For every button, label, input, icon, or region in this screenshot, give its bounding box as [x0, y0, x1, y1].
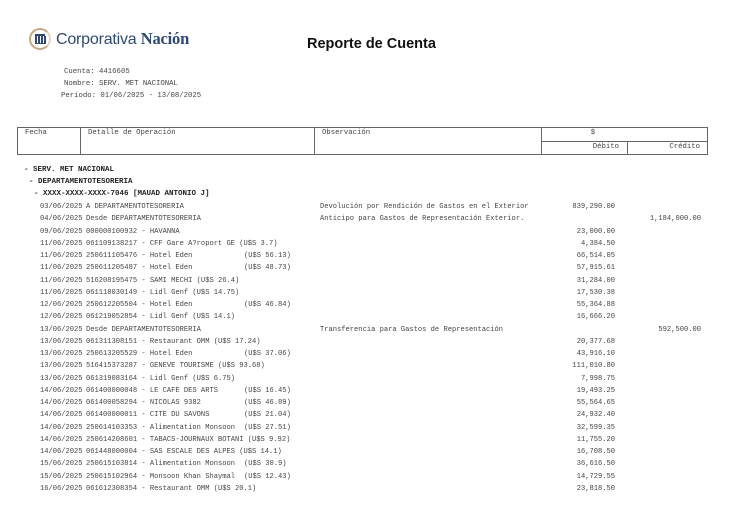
- row-fecha: 09/06/2025: [40, 227, 83, 236]
- row-fecha: 14/06/2025: [40, 423, 83, 432]
- table-row: [0, 436, 730, 448]
- row-observacion: Devolución por Rendición de Gastos en el Exterior: [320, 203, 529, 211]
- table-row: [0, 411, 730, 423]
- row-fecha: 12/06/2025: [40, 313, 83, 322]
- row-detalle: Desde DEPARTAMENTOTESORERIA: [86, 325, 201, 334]
- row-detalle: 061400000011 - CITE DU SAVONS: [86, 411, 210, 420]
- row-debito: 11,755.20: [576, 435, 615, 444]
- row-fecha: 14/06/2025: [40, 448, 83, 457]
- row-fecha: 14/06/2025: [40, 386, 83, 395]
- row-fecha: 15/06/2025: [40, 460, 83, 469]
- row-fecha: 13/06/2025: [40, 337, 83, 346]
- row-debito: 43,916.10: [576, 350, 615, 359]
- row-debito: 19,493.25: [576, 386, 615, 395]
- row-detalle: 250611205487 - Hotel Eden: [86, 264, 193, 273]
- table-row: [0, 460, 730, 472]
- row-detalle: 250612205504 - Hotel Eden: [86, 301, 193, 310]
- table-row: [0, 448, 730, 460]
- row-usd-amount: (U$S 16.45): [244, 386, 291, 395]
- row-fecha: 13/06/2025: [40, 325, 83, 334]
- row-usd-amount: (U$S 46.89): [244, 399, 291, 408]
- row-usd-amount: (U$S 12.43): [244, 472, 291, 481]
- meta-periodo: Período: 01/06/2025 - 13/08/2025: [61, 92, 202, 100]
- row-fecha: 14/06/2025: [40, 399, 83, 408]
- row-debito: 23,818.50: [576, 484, 615, 493]
- row-fecha: 11/06/2025: [40, 264, 83, 273]
- row-debito: 16,666.20: [576, 313, 615, 322]
- table-row: [0, 350, 730, 362]
- row-fecha: 11/06/2025: [40, 276, 83, 285]
- table-row: [0, 399, 730, 411]
- row-detalle: 516415373287 - GENEVE TOURISME (U$S 93.68): [86, 362, 265, 371]
- row-detalle: 250613205529 - Hotel Eden: [86, 350, 193, 359]
- row-usd-amount: (U$S 56.13): [244, 252, 291, 261]
- row-debito: 839,290.00: [572, 203, 615, 211]
- table-row: [0, 313, 730, 325]
- row-detalle: 061319083164 - Lidl Genf (U$S 6.75): [86, 374, 235, 383]
- row-debito: 66,514.05: [576, 252, 615, 261]
- row-fecha: 14/06/2025: [40, 411, 83, 420]
- row-detalle: 250611105476 - Hotel Eden: [86, 252, 193, 261]
- brand-name: Corporativa Nación: [56, 29, 190, 48]
- table-row: [0, 228, 730, 240]
- table-row: [0, 338, 730, 350]
- row-debito: 7,998.75: [580, 374, 615, 383]
- column-header-table: [17, 127, 708, 155]
- row-fecha: 13/06/2025: [40, 350, 83, 359]
- row-fecha: 12/06/2025: [40, 301, 83, 310]
- row-fecha: 11/06/2025: [40, 239, 83, 248]
- row-debito: 55,364.88: [576, 301, 615, 310]
- row-usd-amount: (U$S 46.84): [244, 301, 291, 310]
- col-credito: Crédito: [628, 141, 708, 155]
- table-row: [0, 485, 730, 497]
- row-fecha: 15/06/2025: [40, 472, 83, 481]
- table-row: [0, 289, 730, 301]
- row-usd-amount: (U$S 30.9): [244, 460, 287, 469]
- row-debito: 55,564.65: [576, 399, 615, 408]
- row-detalle: 516208195475 - SAMI MECHI (U$S 26.4): [86, 276, 240, 285]
- row-credito: 1,184,000.00: [649, 215, 701, 224]
- row-fecha: 13/06/2025: [40, 362, 83, 371]
- row-usd-amount: (U$S 21.04): [244, 411, 291, 420]
- row-detalle: A DEPARTAMENTOTESORERIA: [86, 203, 184, 211]
- col-fecha: Fecha: [18, 128, 81, 155]
- table-row: [0, 240, 730, 252]
- table-row: [0, 277, 730, 289]
- row-fecha: 04/06/2025: [40, 215, 83, 224]
- table-row: [0, 473, 730, 485]
- bank-columns-icon: [29, 28, 51, 50]
- row-detalle: 061219052854 - Lidl Genf (U$S 14.1): [86, 313, 235, 322]
- table-row: [0, 362, 730, 374]
- row-fecha: 13/06/2025: [40, 374, 83, 383]
- table-row: [0, 326, 730, 338]
- row-detalle: 000000100932 - HAVANNA: [86, 227, 180, 236]
- table-row: [0, 203, 730, 215]
- row-debito: 16,708.50: [576, 448, 615, 457]
- row-detalle: 061311308151 - Restaurant OMM (U$S 17.24): [86, 337, 261, 346]
- row-detalle: 061400000048 - LE CAFE DES ARTS: [86, 386, 218, 395]
- row-debito: 57,915.61: [576, 264, 615, 273]
- row-detalle: 061448000004 - SAS ESCALE DES ALPES (U$S 14.1): [86, 448, 282, 457]
- group-department: - DEPARTAMENTOTESORERIA: [29, 178, 133, 186]
- row-usd-amount: (U$S 48.73): [244, 264, 291, 273]
- group-entity: - SERV. MET NACIONAL: [24, 166, 115, 174]
- row-detalle: 061118030149 - Lidl Genf (U$S 14.75): [86, 288, 240, 297]
- row-debito: 36,616.50: [576, 460, 615, 469]
- row-fecha: 16/06/2025: [40, 484, 83, 493]
- page-title: Reporte de Cuenta: [307, 36, 436, 52]
- brand-logo: [29, 28, 189, 50]
- row-debito: 32,599.35: [576, 423, 615, 432]
- meta-cuenta: Cuenta: 4416605: [64, 68, 130, 76]
- row-detalle: 250615103814 - Alimentation Monsoon: [86, 460, 235, 469]
- row-observacion: Transferencia para Gastos de Representación: [320, 325, 504, 334]
- row-detalle: 250614103353 - Alimentation Monsoon: [86, 423, 235, 432]
- col-currency: $: [542, 128, 708, 142]
- row-debito: 24,932.40: [576, 411, 615, 420]
- row-credito: 592,500.00: [658, 325, 701, 334]
- row-fecha: 14/06/2025: [40, 435, 83, 444]
- row-detalle: 061109138217 - CFF Gare A?roport GE (U$S 3.7): [86, 239, 278, 248]
- table-row: [0, 264, 730, 276]
- table-row: [0, 375, 730, 387]
- table-row: [0, 301, 730, 313]
- col-detalle: Detalle de Operación: [81, 128, 315, 155]
- table-row: [0, 215, 730, 227]
- row-fecha: 03/06/2025: [40, 203, 83, 211]
- row-detalle: 061400058294 - NICOLAS 9382: [86, 399, 201, 408]
- row-fecha: 11/06/2025: [40, 252, 83, 261]
- row-debito: 31,284.00: [576, 276, 615, 285]
- row-debito: 111,010.80: [572, 362, 615, 371]
- row-debito: 4,384.50: [580, 239, 615, 248]
- row-debito: 20,377.68: [576, 337, 615, 346]
- row-debito: 14,729.55: [576, 472, 615, 481]
- meta-nombre: Nombre: SERV. MET NACIONAL: [64, 80, 178, 88]
- row-debito: 23,000.00: [576, 227, 615, 236]
- row-debito: 17,530.38: [576, 288, 615, 297]
- table-row: [0, 387, 730, 399]
- row-fecha: 11/06/2025: [40, 288, 83, 297]
- row-detalle: 250614208601 - TABACS-JOURNAUX BOTANI (U$S 9.92): [86, 435, 291, 444]
- row-detalle: 250615102964 - Monsoon Khan Shaymal: [86, 472, 235, 481]
- table-row: [0, 424, 730, 436]
- col-debito: Débito: [542, 141, 628, 155]
- row-detalle: 061612308354 - Restaurant OMM (U$S 20.1): [86, 484, 257, 493]
- row-observacion: Anticipo para Gastos de Representación Exterior.: [320, 215, 525, 224]
- row-usd-amount: (U$S 27.51): [244, 423, 291, 432]
- row-detalle: Desde DEPARTAMENTOTESORERIA: [86, 215, 201, 224]
- row-usd-amount: (U$S 37.06): [244, 350, 291, 359]
- group-card: - XXXX-XXXX-XXXX-7046 [MAUAD ANTONIO J]: [34, 190, 210, 198]
- table-row: [0, 252, 730, 264]
- col-observacion: Observación: [315, 128, 542, 155]
